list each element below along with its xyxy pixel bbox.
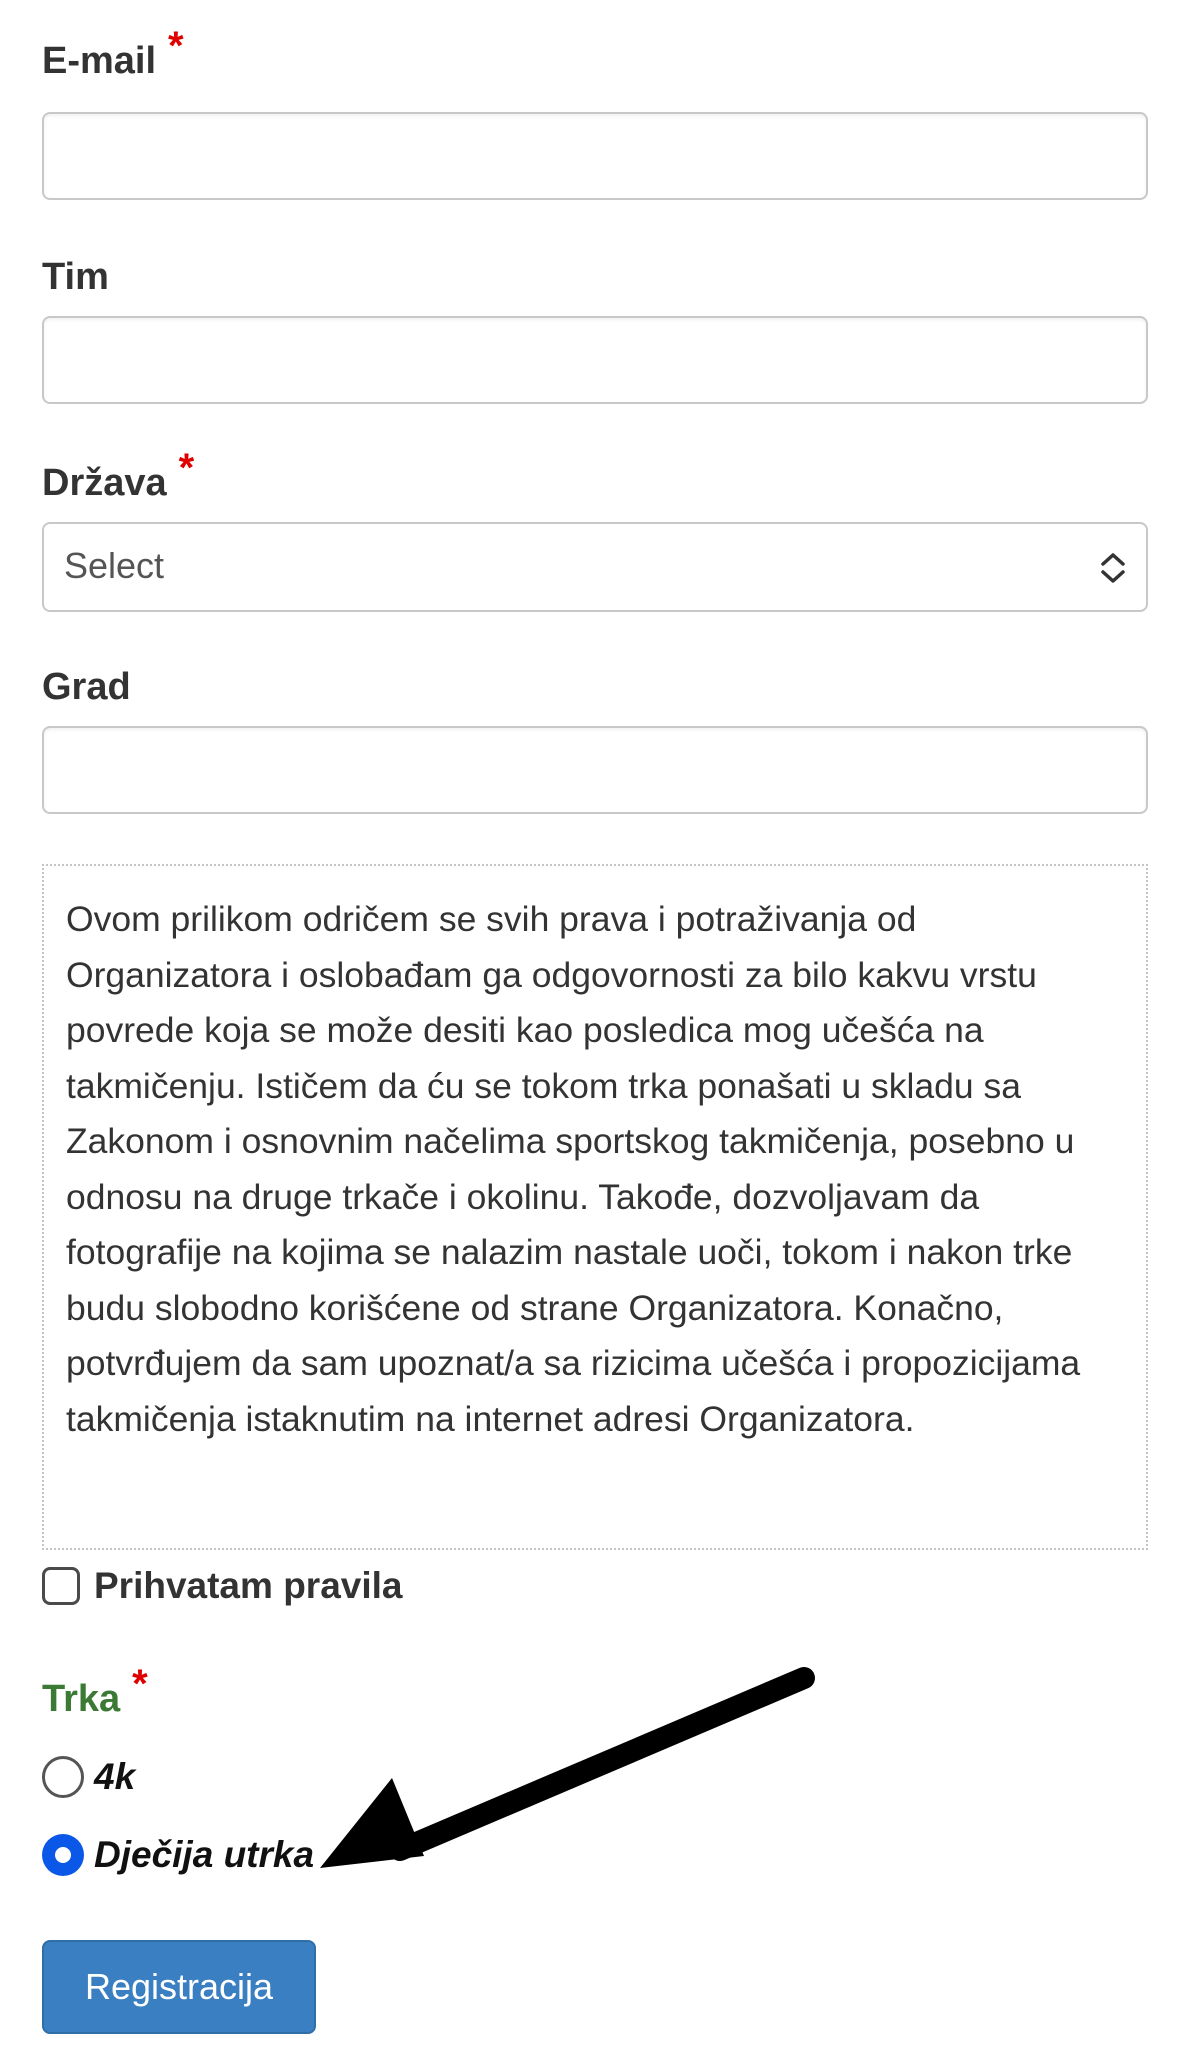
team-input[interactable]	[42, 316, 1148, 404]
country-select[interactable]	[42, 522, 1148, 612]
country-label	[42, 446, 195, 504]
race-option-kids[interactable]	[42, 1832, 314, 1878]
email-label-text: E-mail	[42, 40, 157, 82]
race-option-4k[interactable]	[42, 1754, 135, 1800]
country-required-mark: *	[178, 446, 195, 490]
chevron-up-down-icon	[1098, 550, 1128, 586]
terms-text-box: Ovom prilikom odričem se svih prava i potraživanja od Organizatora i oslobađam ga odgovornosti za bilo kakvu vrstu povrede koja se može desiti kao posledica mog učešća na takmičenju. Ističem da ću se tokom trka ponašati u skladu sa Zakonom i osnovnim načelima sportskog takmičenja, posebno u odnosu na druge trkače i okolinu. Takođe, dozvoljavam da fotografije na kojima se nalazim nastale uoči, tokom i nakon trke budu slobodno korišćene od strane Organizatora. Konačno, potvrđujem da sam upoznat/a sa rizicima učešća i propozicijama takmičenja istaknutim na internet adresi Organizatora.	[42, 864, 1148, 1550]
race-option-4k-label[interactable]: 4k	[94, 1756, 136, 1797]
race-radio-kids[interactable]	[42, 1834, 84, 1876]
race-option-kids-label[interactable]: Dječija utrka	[94, 1834, 315, 1875]
race-label	[42, 1662, 148, 1720]
email-label	[42, 24, 184, 82]
accept-rules-row[interactable]	[42, 1564, 402, 1608]
arrow-icon	[320, 1660, 840, 1900]
email-input[interactable]	[42, 112, 1148, 200]
accept-rules-label[interactable]: Prihvatam pravila	[94, 1565, 403, 1606]
race-required-mark: *	[132, 1662, 148, 1706]
team-label: Tim	[42, 256, 109, 298]
email-required-mark: *	[168, 24, 184, 68]
race-label-text: Trka	[42, 1678, 121, 1720]
city-input[interactable]	[42, 726, 1148, 814]
register-button[interactable]: Registracija	[42, 1940, 316, 2034]
accept-rules-checkbox[interactable]	[42, 1567, 80, 1605]
city-label: Grad	[42, 666, 131, 708]
race-radio-4k[interactable]	[42, 1756, 84, 1798]
country-select-value: Select	[64, 545, 165, 586]
country-label-text: Država	[42, 462, 167, 504]
